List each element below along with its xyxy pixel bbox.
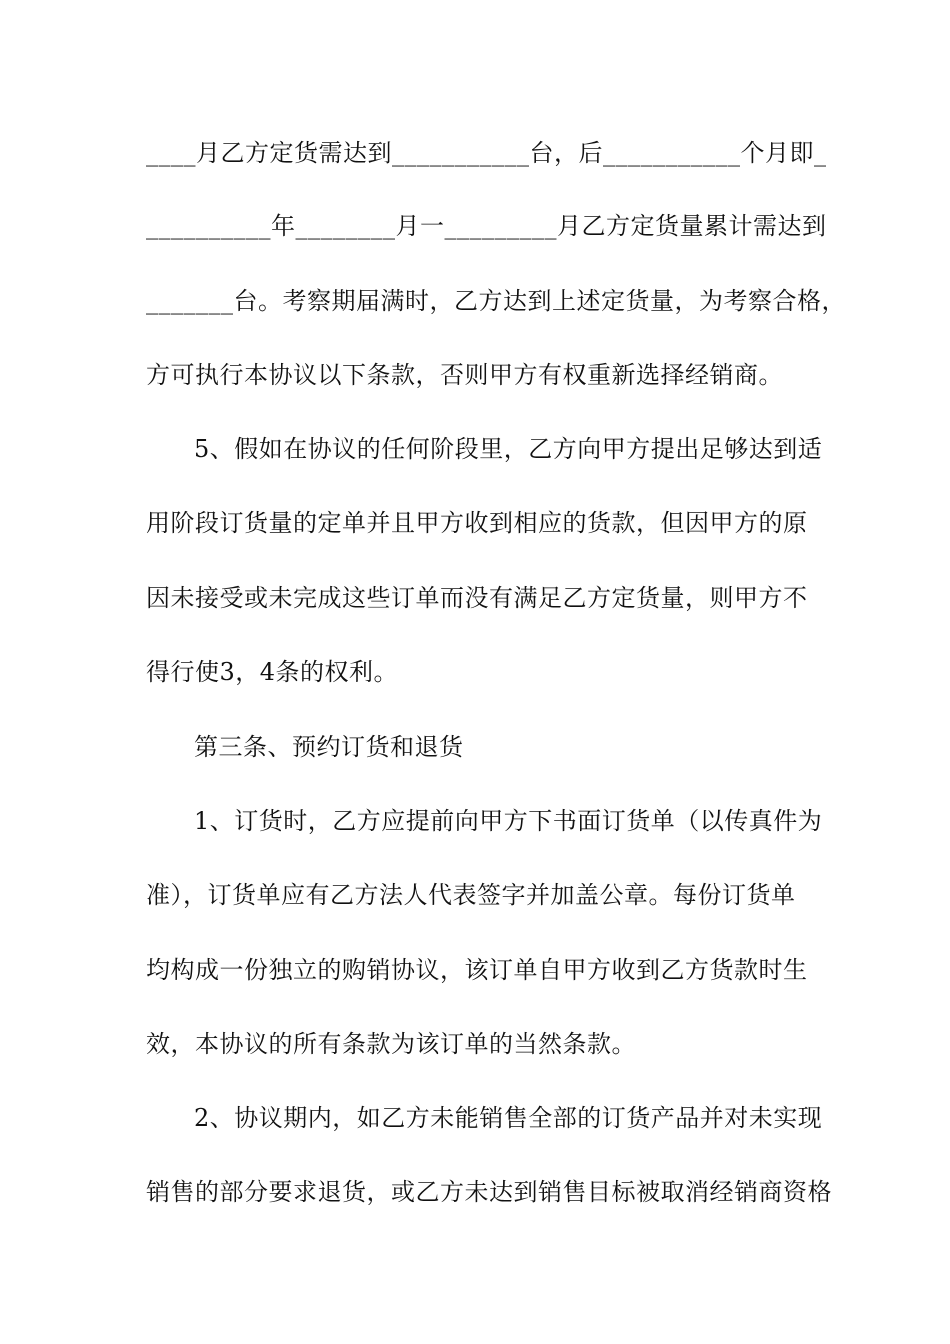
text-line: 效，本协议的所有条款为该订单的当然条款。	[146, 1030, 636, 1058]
text-line: _______台。考察期届满时，乙方达到上述定货量，为考察合格，	[146, 287, 846, 315]
text-line: 销售的部分要求退货，或乙方未达到销售目标被取消经销商资格	[146, 1178, 832, 1206]
text-line: 得行使3，4条的权利。	[146, 658, 399, 686]
paragraph-start-line: 5、假如在协议的任何阶段里，乙方向甲方提出足够达到适	[194, 435, 823, 463]
text-line: __________年________月一_________月乙方定货量累计需达到	[146, 212, 827, 240]
text-line: 因未接受或未完成这些订单而没有满足乙方定货量，则甲方不	[146, 584, 808, 612]
text-line: 方可执行本协议以下条款，否则甲方有权重新选择经销商。	[146, 361, 783, 389]
text-line: 均构成一份独立的购销协议，该订单自甲方收到乙方货款时生	[146, 956, 808, 984]
section-heading: 第三条、预约订货和退货	[194, 733, 464, 761]
text-line: ____月乙方定货需达到___________台，后___________个月即_	[146, 139, 827, 167]
paragraph-start-line: 2、协议期内，如乙方未能销售全部的订货产品并对未实现	[194, 1104, 823, 1132]
text-line: 准），订货单应有乙方法人代表签字并加盖公章。每份订货单	[146, 881, 796, 909]
text-line: 用阶段订货量的定单并且甲方收到相应的货款，但因甲方的原	[146, 509, 808, 537]
paragraph-start-line: 1、订货时，乙方应提前向甲方下书面订货单（以传真件为	[194, 807, 823, 835]
